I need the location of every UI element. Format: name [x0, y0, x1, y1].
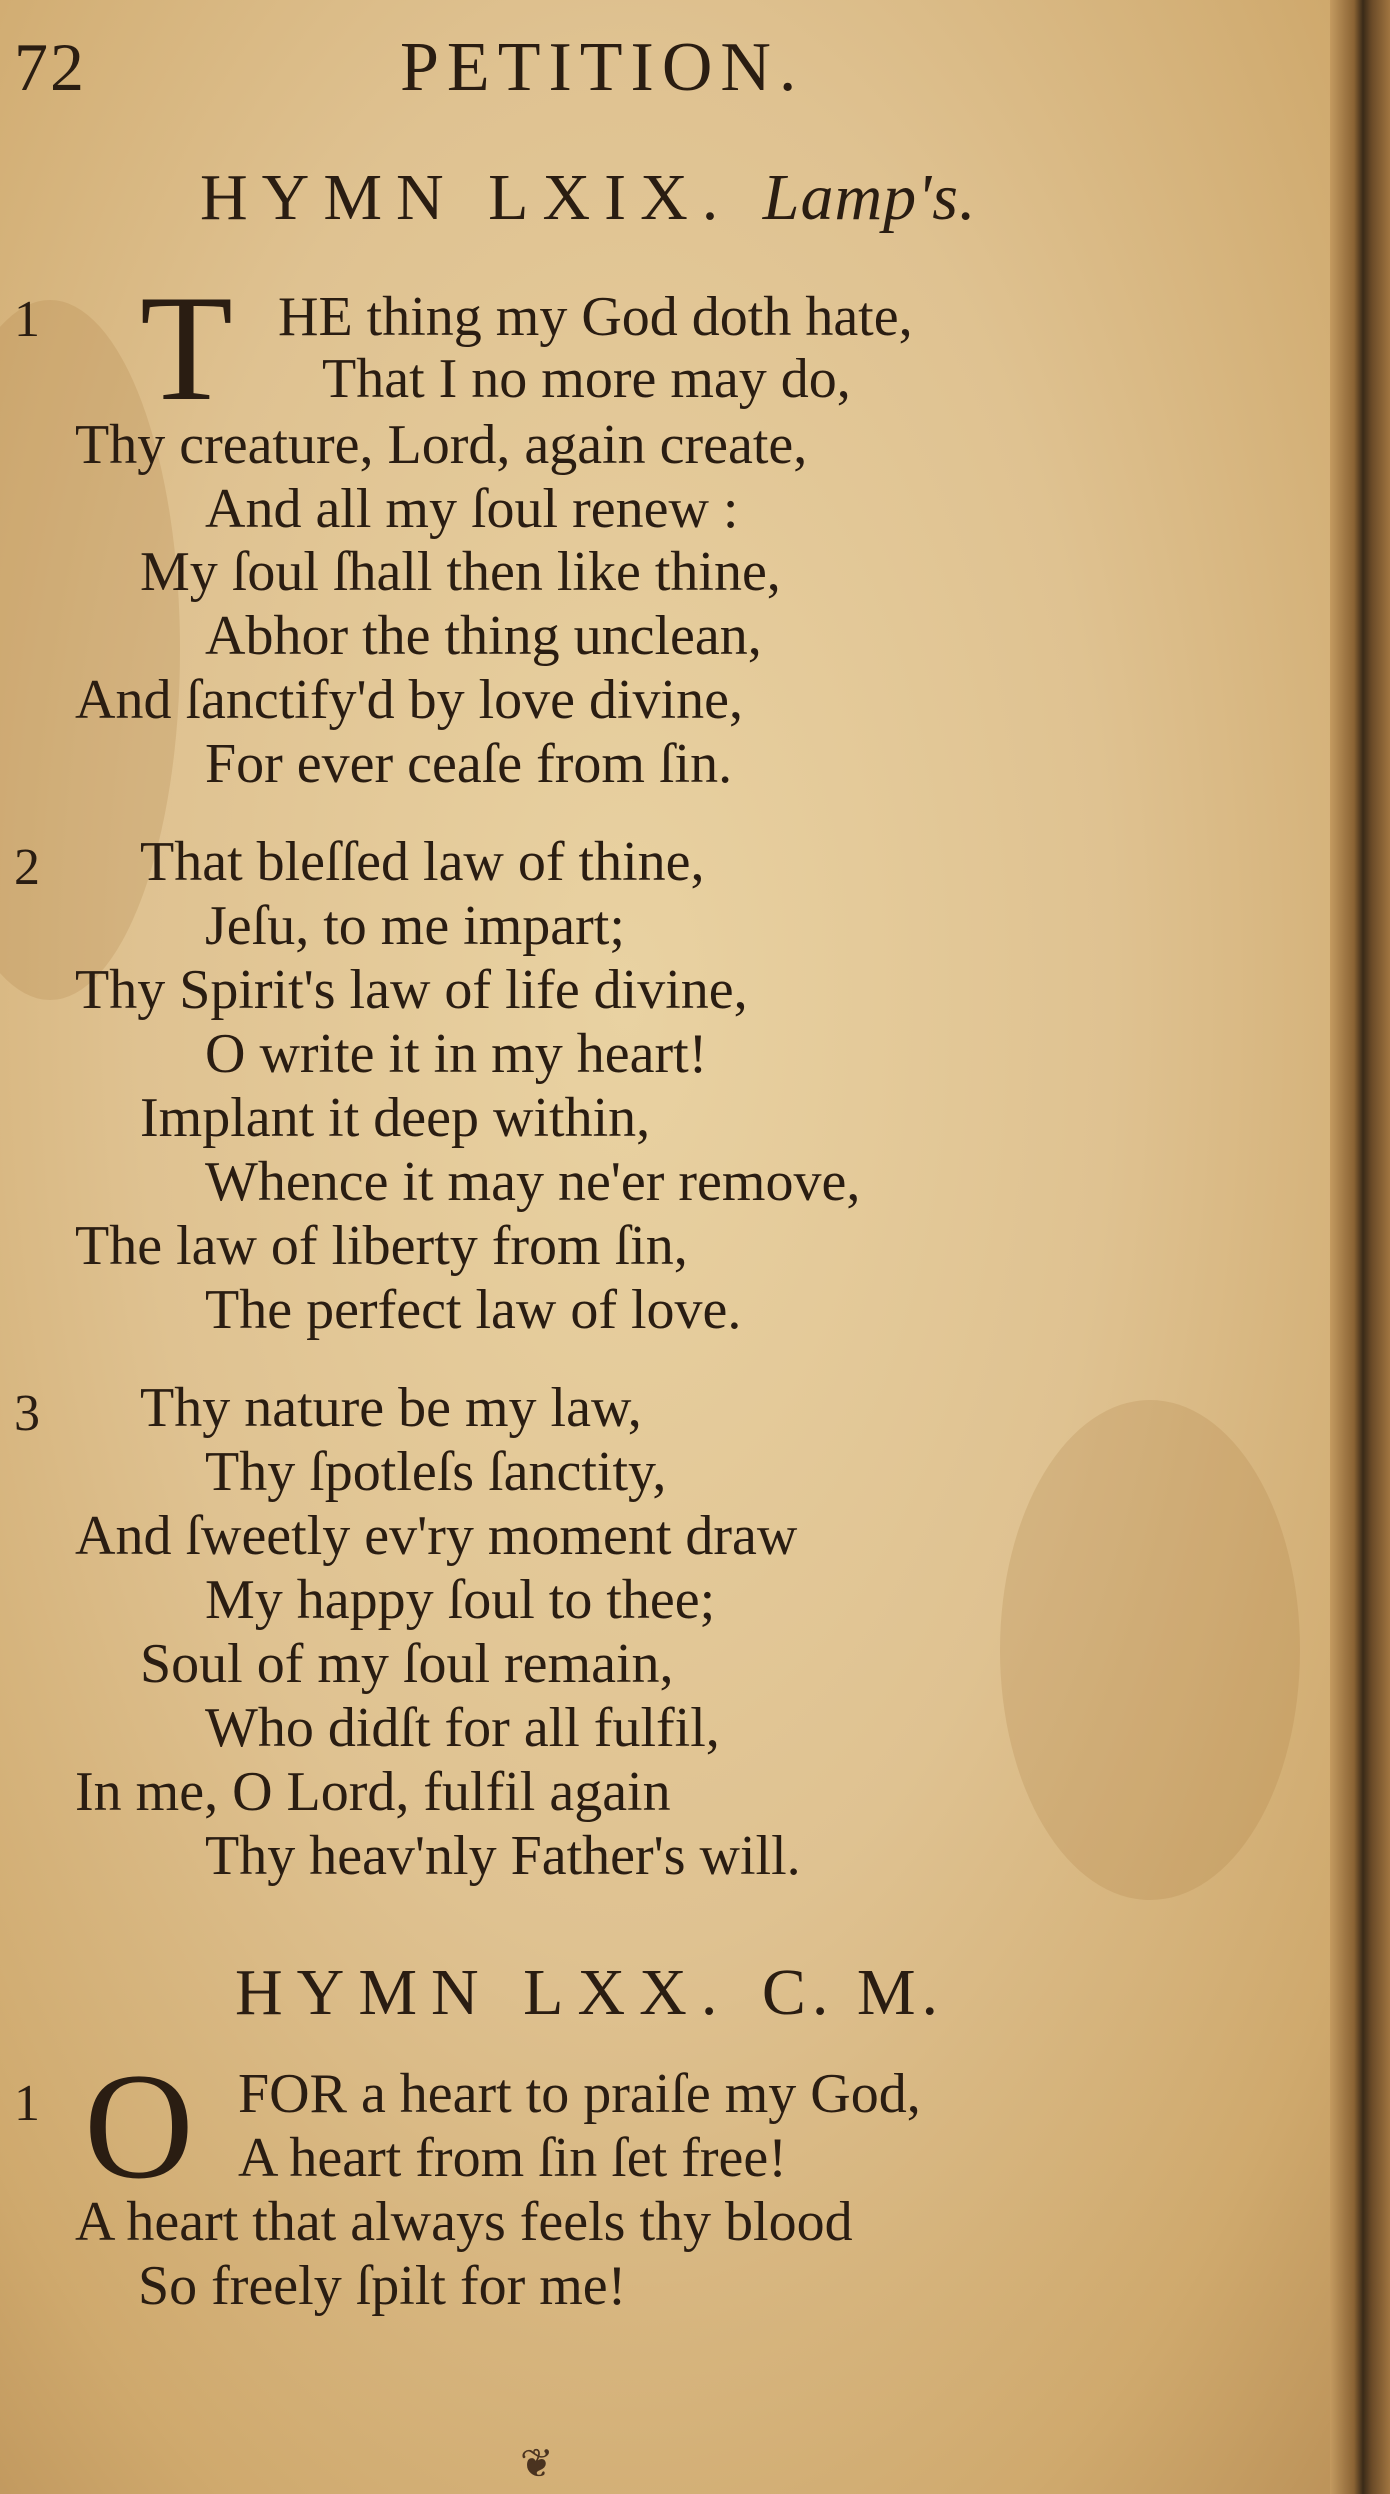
verse-line: Thy creature, Lord, again create,	[75, 414, 808, 476]
verse-line: O write it in my heart!	[205, 1023, 708, 1085]
verse-line: Thy Spirit's law of life divine,	[75, 959, 748, 1021]
verse-line: Soul of my ſoul remain,	[140, 1633, 674, 1695]
running-head: PETITION.	[400, 29, 805, 106]
verse-line: That I no more may do,	[322, 348, 851, 410]
verse-line: My happy ſoul to thee;	[205, 1569, 716, 1631]
verse-line: A heart that always feels thy blood	[75, 2191, 853, 2253]
verse-number: 3	[14, 1385, 40, 1442]
binding-gutter	[1330, 0, 1390, 2494]
verse-line: So freely ſpilt for me!	[138, 2255, 627, 2317]
page-stain	[1000, 1400, 1300, 1900]
verse-number: 1	[14, 2075, 40, 2132]
drop-cap: O	[84, 2042, 194, 2210]
verse-line: And all my ſoul renew :	[205, 478, 739, 540]
verse-number: 1	[14, 291, 40, 348]
verse-line: And ſweetly ev'ry moment draw	[75, 1505, 798, 1567]
hymn-title	[200, 160, 976, 236]
hymn-meter: Lamp's.	[762, 161, 977, 234]
hymn-number: HYMN LXIX.	[200, 161, 733, 234]
verse-line: HE thing my God doth hate,	[278, 286, 913, 348]
verse-line: And ſanctify'd by love divine,	[75, 669, 743, 731]
verse-number: 2	[14, 839, 40, 896]
verse-line: Whence it may ne'er remove,	[205, 1151, 861, 1213]
hymn-meter: C. M.	[761, 1956, 945, 2029]
verse-line: In me, O Lord, fulfil again	[75, 1761, 671, 1823]
printer-ornament: ❦	[520, 2441, 554, 2486]
verse-line: For ever ceaſe from ſin.	[205, 733, 733, 795]
drop-cap: T	[140, 264, 233, 432]
verse-line: FOR a heart to praiſe my God,	[238, 2063, 921, 2125]
verse-line: Thy heav'nly Father's will.	[205, 1825, 801, 1887]
verse-line: Thy ſpotleſs ſanctity,	[205, 1441, 667, 1503]
page-number: 72	[14, 29, 86, 105]
verse-line: My ſoul ſhall then like thine,	[140, 541, 781, 603]
verse-line: Abhor the thing unclean,	[205, 605, 762, 667]
verse-line: A heart from ſin ſet free!	[238, 2127, 787, 2189]
verse-line: That bleſſed law of thine,	[140, 831, 705, 893]
verse-line: The perfect law of love.	[205, 1279, 742, 1341]
hymn-number: HYMN LXX.	[235, 1956, 732, 2029]
verse-line: The law of liberty from ſin,	[75, 1215, 688, 1277]
verse-line: Thy nature be my law,	[140, 1377, 642, 1439]
verse-line: Jeſu, to me impart;	[205, 895, 625, 957]
verse-line: Implant it deep within,	[140, 1087, 651, 1149]
hymn-title	[235, 1955, 944, 2031]
verse-line: Who didſt for all fulfil,	[205, 1697, 720, 1759]
